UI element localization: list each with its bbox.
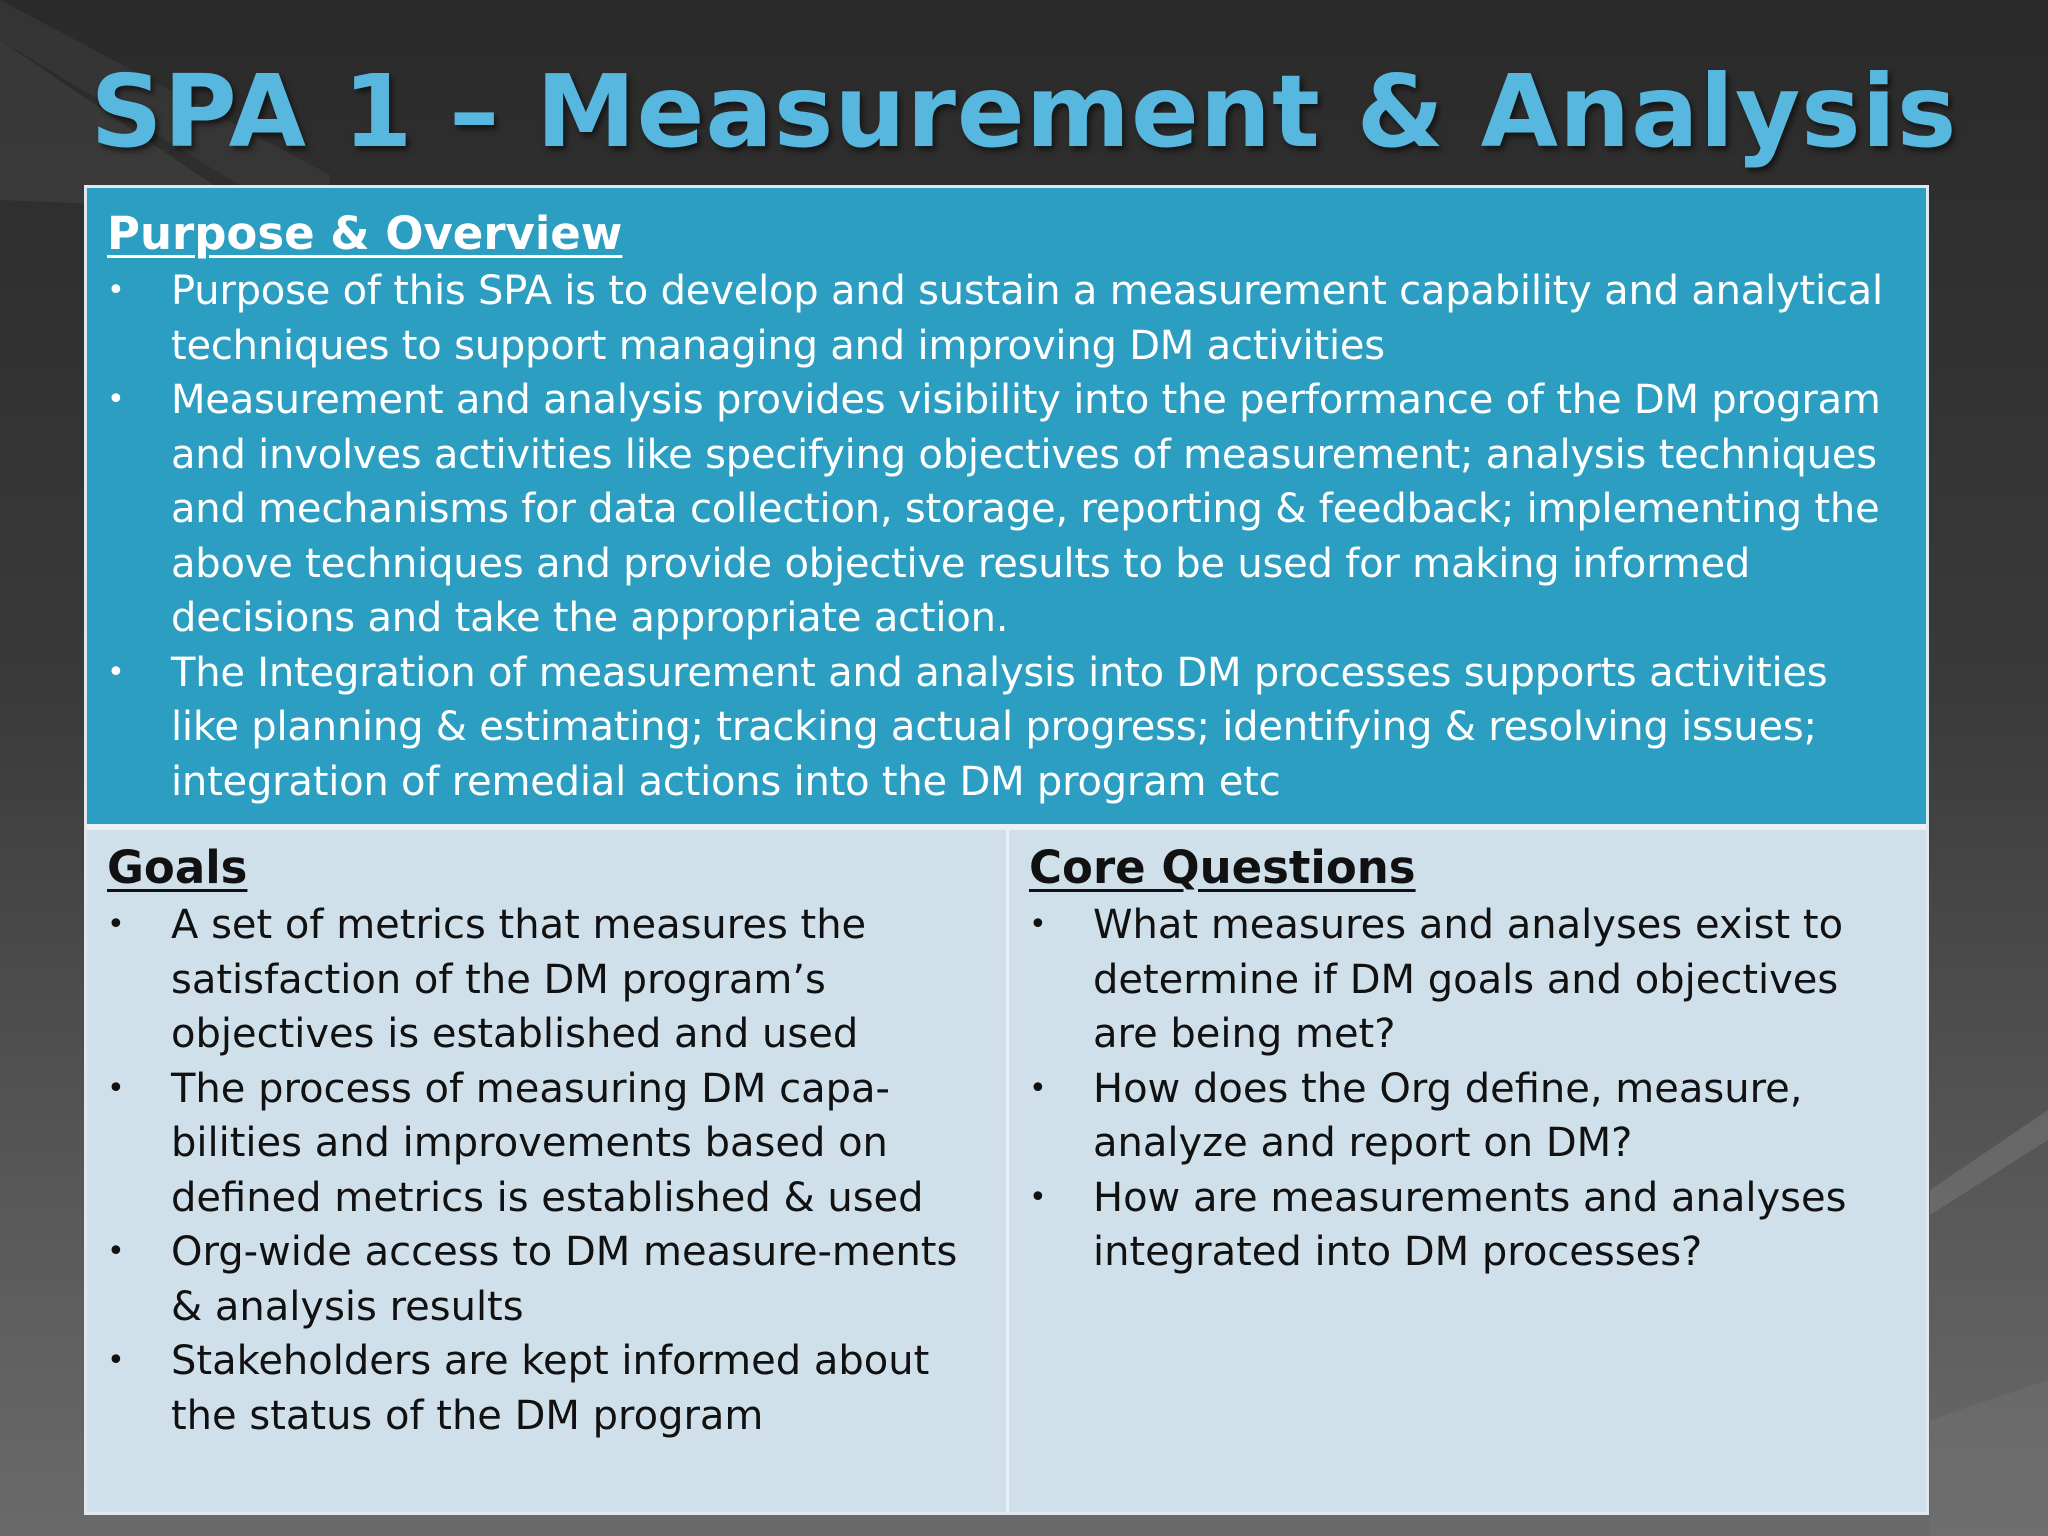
slide-title: SPA 1 – Measurement & Analysis xyxy=(90,53,1958,170)
purpose-bullet-item xyxy=(107,373,1906,646)
goals-bullet-item xyxy=(107,1334,986,1443)
purpose-bullet-text: Measurement and analysis provides visibility into the performance of the DM program and involves activities like specifying objectives of measurement; analysis techniques and mechanisms for data collection, storage, reporting & feedback; implementing the above techniques and provide objective results to be used for making informed decisions and take the appropriate action. xyxy=(171,377,1881,641)
bullet-icon: • xyxy=(1029,907,1047,942)
content-table xyxy=(84,185,1929,1515)
purpose-bullet-item xyxy=(107,264,1906,373)
core-questions-bullet-text: What measures and analyses exist to determine if DM goals and objectives are being met? xyxy=(1093,902,1844,1057)
bullet-icon: • xyxy=(107,907,125,942)
purpose-bullet-list xyxy=(107,264,1906,809)
core-questions-heading: Core Questions xyxy=(1029,841,1416,894)
purpose-bullet-text: Purpose of this SPA is to develop and sustain a measurement capability and analytical techniques to support managing and improving DM activities xyxy=(171,268,1883,369)
goals-bullet-text: The process of measuring DM capa-bilities and improvements based on defined metrics is established & used xyxy=(171,1065,924,1221)
goals-bullet-text: Stakeholders are kept informed about the status of the DM program xyxy=(171,1338,930,1439)
goals-bullet-item xyxy=(107,1225,986,1334)
bullet-icon: • xyxy=(107,382,125,417)
goals-bullet-text: A set of metrics that measures the satisfaction of the DM program’s objectives is established and used xyxy=(171,902,867,1057)
bullet-icon: • xyxy=(1029,1070,1047,1106)
goals-bullet-text: Org-wide access to DM measure-ments & analysis results xyxy=(171,1229,958,1330)
goals-bullet-item xyxy=(107,898,986,1062)
core-questions-bullet-item xyxy=(1029,1062,1906,1171)
core-questions-bullet-list xyxy=(1029,898,1906,1280)
purpose-overview-section xyxy=(87,188,1926,824)
goals-section xyxy=(87,830,1006,1512)
bullet-icon: • xyxy=(107,1343,125,1378)
bullet-icon: • xyxy=(1029,1179,1047,1215)
core-questions-bullet-item xyxy=(1029,898,1906,1062)
core-questions-section xyxy=(1009,830,1926,1512)
bullet-icon: • xyxy=(107,1234,125,1269)
bullet-icon: • xyxy=(107,654,125,690)
purpose-bullet-text: The Integration of measurement and analysis into DM processes supports activities like planning & estimating; tracking actual progress; identifying & resolving issues; integration of remedial actions into the DM program etc xyxy=(171,649,1828,805)
goals-heading: Goals xyxy=(107,841,248,894)
goals-bullet-list xyxy=(107,898,986,1443)
core-questions-bullet-text: How are measurements and analyses integrated into DM processes? xyxy=(1093,1174,1847,1275)
bullet-icon: • xyxy=(107,273,125,308)
core-questions-bullet-item xyxy=(1029,1171,1906,1280)
goals-bullet-item xyxy=(107,1062,986,1226)
purpose-overview-heading: Purpose & Overview xyxy=(107,207,623,260)
purpose-bullet-item xyxy=(107,646,1906,810)
core-questions-bullet-text: How does the Org define, measure, analyze and report on DM? xyxy=(1093,1065,1803,1166)
bullet-icon: • xyxy=(107,1070,125,1106)
